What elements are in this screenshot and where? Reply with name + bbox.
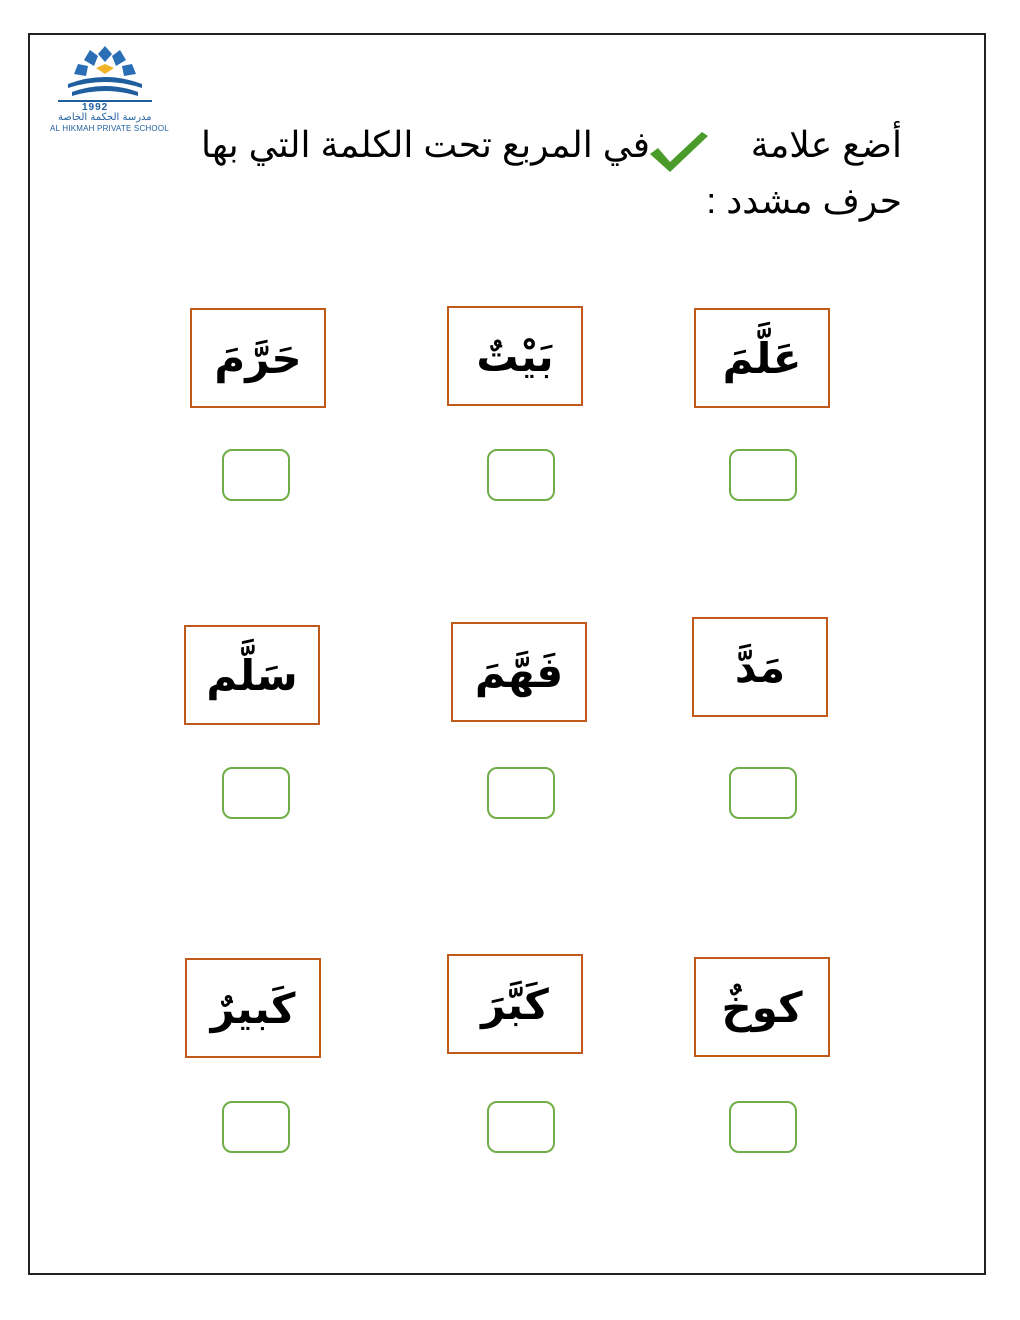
- word-card: كَبَّرَ: [447, 954, 583, 1054]
- answer-checkbox[interactable]: [729, 767, 797, 819]
- word-card: كوخٌ: [694, 957, 830, 1057]
- word-card: سَلَّم: [184, 625, 320, 725]
- logo-name-arabic: مدرسة الحكمة الخاصة: [58, 112, 152, 123]
- checkmark-icon: [648, 128, 710, 174]
- answer-checkbox[interactable]: [487, 449, 555, 501]
- answer-checkbox[interactable]: [729, 1101, 797, 1153]
- logo-year: 1992: [82, 102, 109, 113]
- word-card: كَبيرٌ: [185, 958, 321, 1058]
- answer-checkbox[interactable]: [222, 767, 290, 819]
- logo-name-english: AL HIKMAH PRIVATE SCHOOL: [50, 124, 169, 133]
- instruction-line1-end: في المربع تحت الكلمة التي بها: [201, 124, 650, 165]
- instruction-line2: حرف مشدد :: [706, 180, 902, 221]
- word-card: بَيْتٌ: [447, 306, 583, 406]
- answer-checkbox[interactable]: [487, 1101, 555, 1153]
- answer-checkbox[interactable]: [729, 449, 797, 501]
- answer-checkbox[interactable]: [487, 767, 555, 819]
- word-card: عَلَّمَ: [694, 308, 830, 408]
- instruction-line1-start: أضع علامة: [750, 124, 902, 165]
- word-card: حَرَّمَ: [190, 308, 326, 408]
- word-card: فَهَّمَ: [451, 622, 587, 722]
- answer-checkbox[interactable]: [222, 1101, 290, 1153]
- word-card: مَدَّ: [692, 617, 828, 717]
- answer-checkbox[interactable]: [222, 449, 290, 501]
